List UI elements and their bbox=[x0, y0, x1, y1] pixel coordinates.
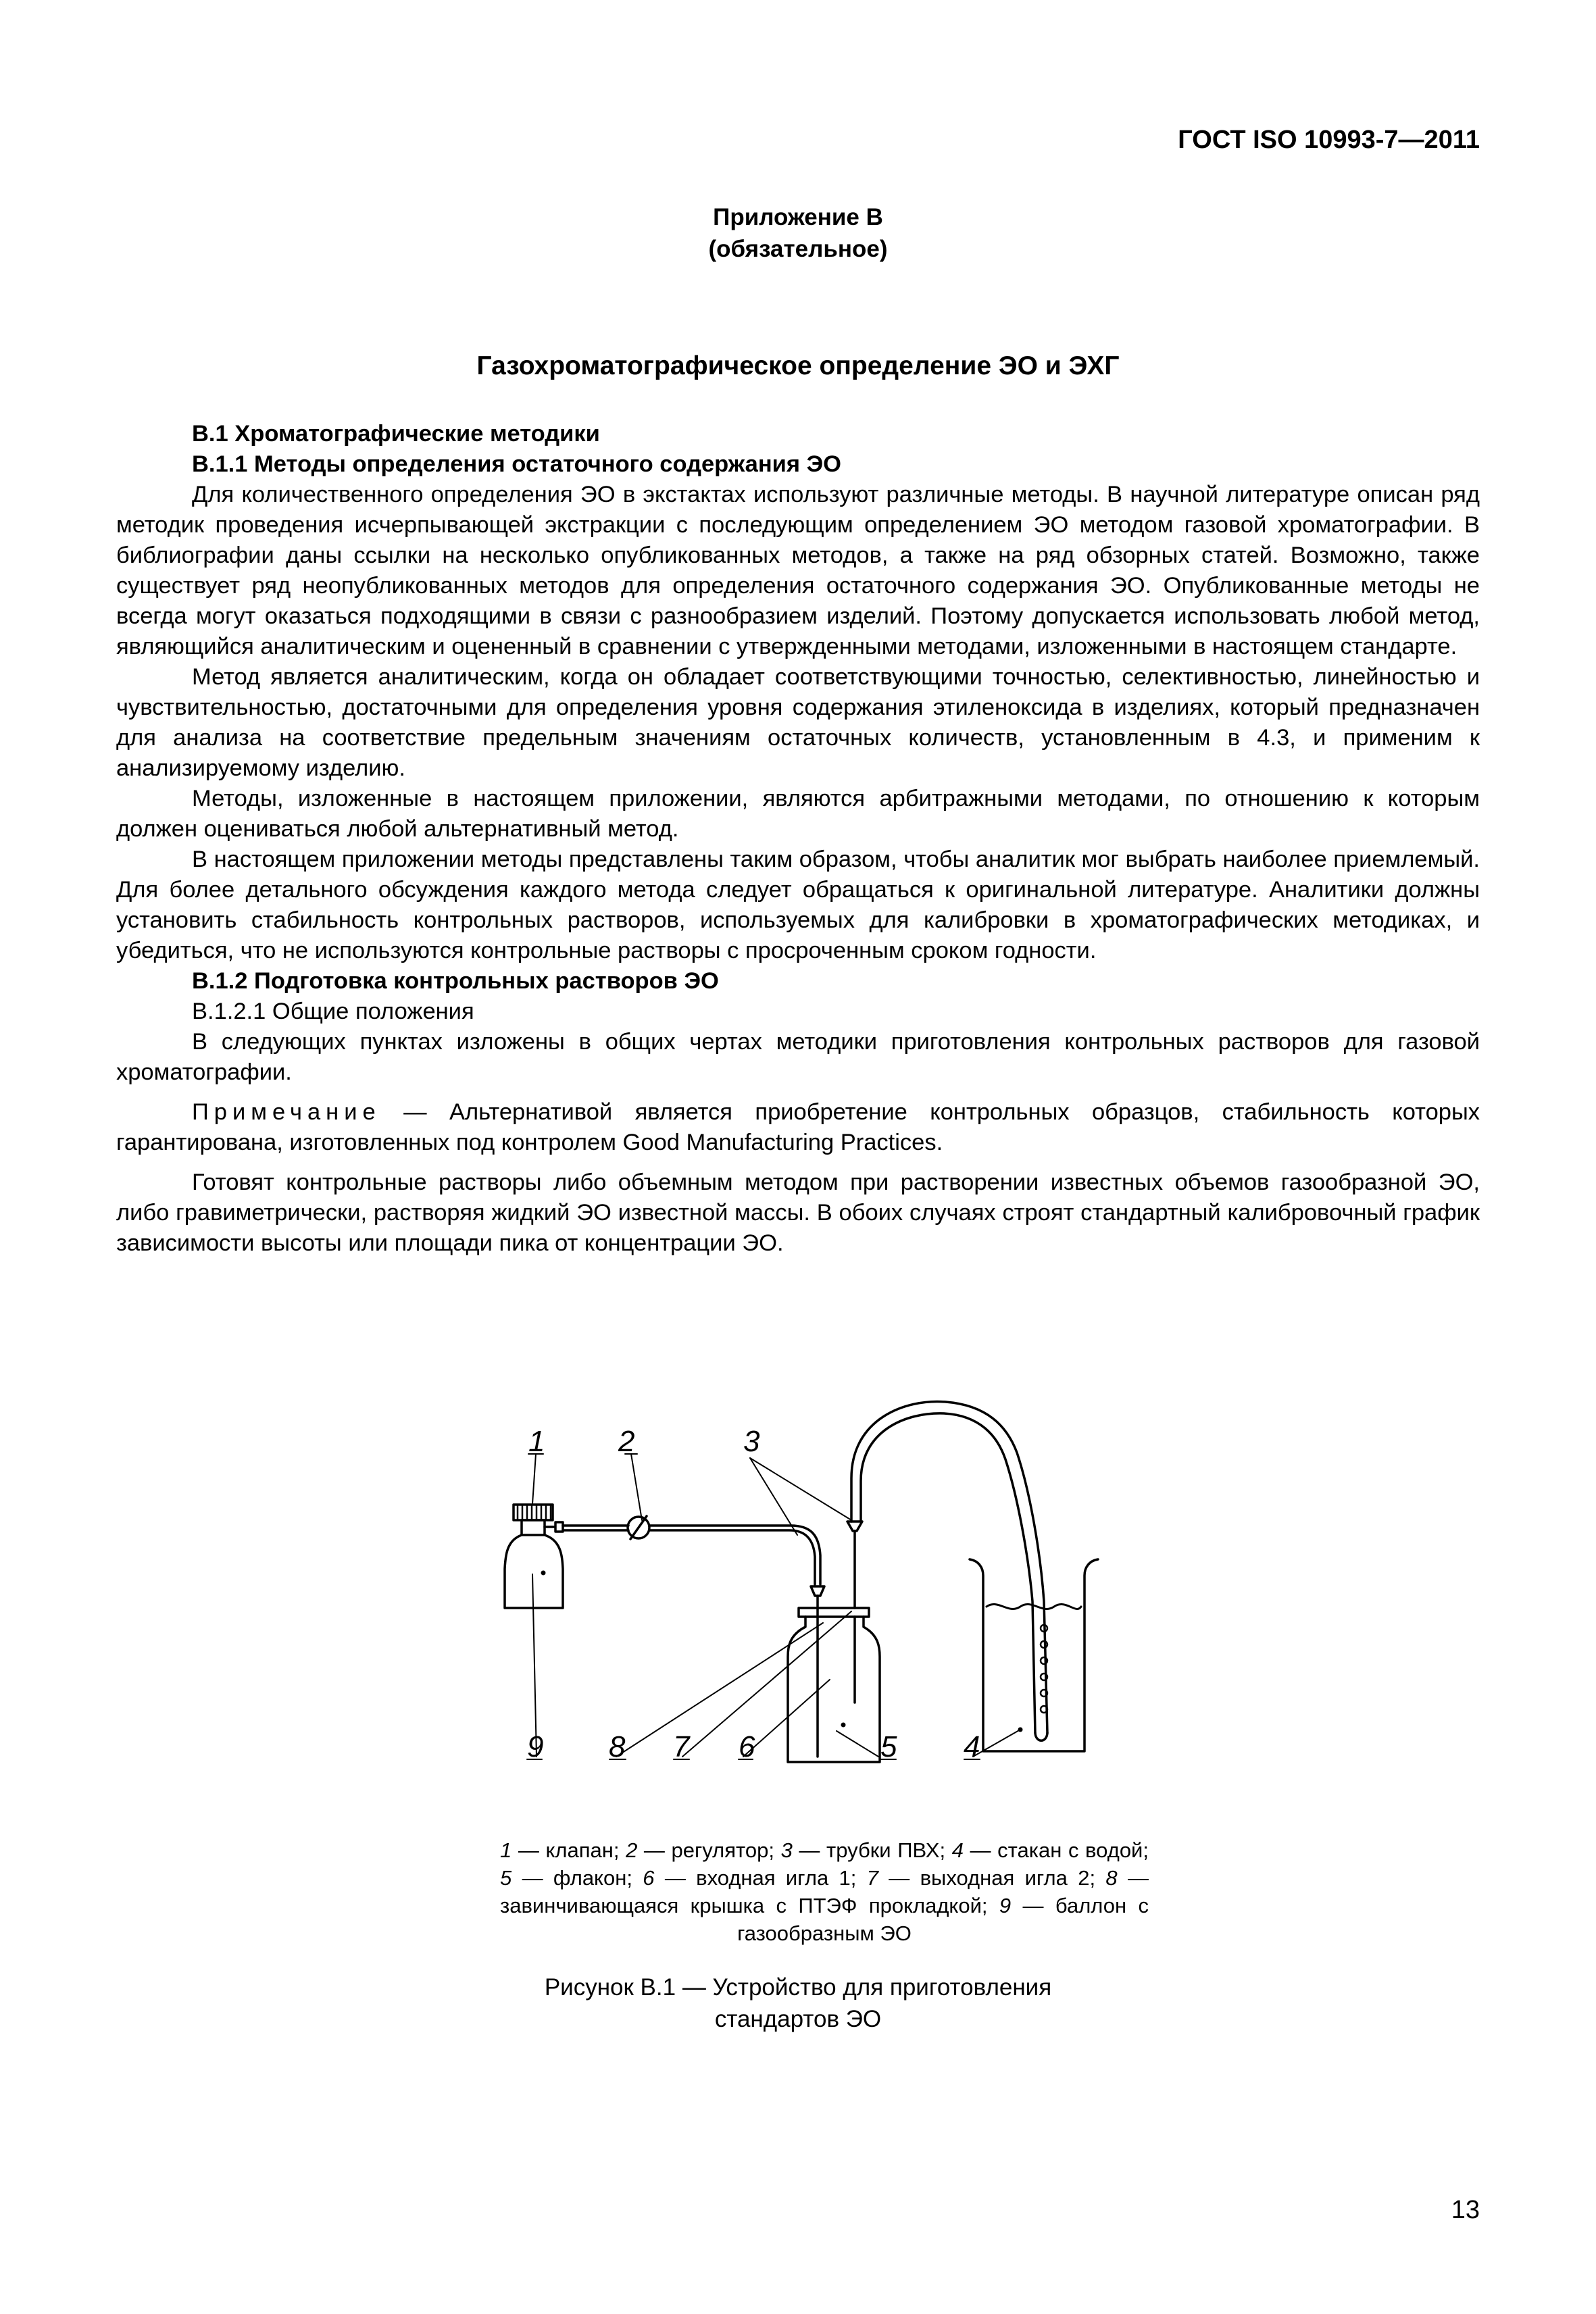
legend-item: 4 — стакан с водой; bbox=[951, 1838, 1149, 1862]
note bbox=[116, 1097, 1480, 1158]
paragraph-3: Методы, изложенные в настоящем приложении, являются арбитражными методами, по отношению к которым должен оцениваться любой альтернативный метод. bbox=[116, 786, 1480, 842]
main-title: Газохроматографическое определение ЭО и ЭХГ bbox=[476, 351, 1120, 380]
heading-b12: В.1.2 Подготовка контрольных растворов ЭО bbox=[192, 968, 719, 994]
label-6: 6 bbox=[739, 1730, 755, 1763]
figure-labels bbox=[527, 1425, 1023, 1763]
vial-drawing bbox=[788, 1608, 880, 1762]
heading-b1: В.1 Хроматографические методики bbox=[192, 421, 600, 447]
legend-item: 9 — баллон с газообразным ЭО bbox=[737, 1894, 1149, 1945]
note-label: Примечание bbox=[192, 1099, 381, 1125]
label-7: 7 bbox=[673, 1730, 690, 1763]
page-number: 13 bbox=[1451, 2196, 1480, 2224]
apparatus-figure bbox=[473, 1378, 1182, 1838]
annex-title: Приложение В bbox=[713, 204, 883, 230]
label-5: 5 bbox=[880, 1730, 897, 1763]
legend-item: 5 — флакон; bbox=[500, 1866, 643, 1890]
paragraph-4: В настоящем приложении методы представлены таким образом, чтобы аналитик мог выбрать наиболее приемлемый. Для более детального обсуждения каждого метода следует обращаться к оригинальной литературе. Аналитики должны установить стабильность контрольных растворов, используемых для калибровки в хроматографических методиках, и убедиться, что не используются контрольные растворы с просроченным сроком годности. bbox=[116, 847, 1480, 963]
regulator-drawing bbox=[628, 1516, 649, 1539]
paragraph-2: Метод является аналитическим, когда он обладает соответствующими точностью, селективностью, линейностью и чувствительностью, достаточными для определения уровня содержания этиленоксида в изделиях, который предназначен для анализа на соответствие предельным значениям остаточных количеств, установленным в 4.3, и применим к анализируемому изделию. bbox=[116, 664, 1480, 781]
figure-legend bbox=[500, 1836, 1149, 1947]
legend-item: 3 — трубки ПВХ; bbox=[780, 1838, 952, 1862]
body-text bbox=[116, 419, 1480, 1259]
caption-line-1: Рисунок В.1 — Устройство для приготовления bbox=[544, 1974, 1052, 2001]
paragraph-5: В следующих пунктах изложены в общих чертах методики приготовления контрольных растворов для газовой хроматографии. bbox=[116, 1029, 1480, 1085]
legend-item: 6 — входная игла 1; bbox=[643, 1866, 867, 1890]
legend-item: 1 — клапан; bbox=[500, 1838, 626, 1862]
caption-line-2: стандартов ЭО bbox=[714, 2006, 882, 2032]
paragraph-1: Для количественного определения ЭО в экстактах используют различные методы. В научной литературе описан ряд методик проведения исчерпывающей экстракции с последующим определением ЭО методом газовой хроматографии. В библиографии даны ссылки на несколько опубликованных методов, а также на ряд обзорных статей. Возможно, также существует ряд неопубликованных методов для определения остаточного содержания ЭО. Опубликованные методы не всегда могут оказаться подходящими в связи с разнообразием изделий. Поэтому допускается использовать любой метод, являющийся аналитическим и оцененный в сравнении с утвержденными методами, изложенными в настоящем стандарте. bbox=[116, 482, 1480, 659]
annex-status: (обязательное) bbox=[708, 236, 888, 262]
label-1: 1 bbox=[528, 1425, 545, 1458]
standard-designation: ГОСТ ISO 10993-7—2011 bbox=[1178, 126, 1480, 154]
legend-item: 8 — завинчивающаяся крышка с ПТЭФ прокладкой; bbox=[500, 1866, 1149, 1917]
heading-b121: В.1.2.1 Общие положения bbox=[192, 999, 474, 1024]
gas-cylinder-drawing bbox=[505, 1505, 563, 1608]
label-3: 3 bbox=[743, 1425, 760, 1458]
legend-item: 2 — регулятор; bbox=[626, 1838, 781, 1862]
leader-lines bbox=[527, 1454, 1020, 1759]
label-2: 2 bbox=[618, 1425, 635, 1458]
label-4: 4 bbox=[964, 1730, 980, 1763]
legend-item: 7 — выходная игла 2; bbox=[866, 1866, 1106, 1890]
figure-caption bbox=[0, 1971, 1596, 2035]
note-text: — Альтернативой является приобретение контрольных образцов, стабильность которых гарантирована, изготовленных под контролем Good Manufacturing Practices. bbox=[116, 1099, 1480, 1155]
paragraph-6: Готовят контрольные растворы либо объемным методом при растворении известных объемов газообразной ЭО, либо гравиметрически, растворяя жидкий ЭО известной массы. В обоих случаях строят стандартный калибровочный график зависимости высоты или площади пика от концентрации ЭО. bbox=[116, 1169, 1480, 1256]
label-8: 8 bbox=[609, 1730, 626, 1763]
heading-b11: В.1.1 Методы определения остаточного содержания ЭО bbox=[192, 451, 841, 477]
label-9: 9 bbox=[527, 1730, 544, 1763]
